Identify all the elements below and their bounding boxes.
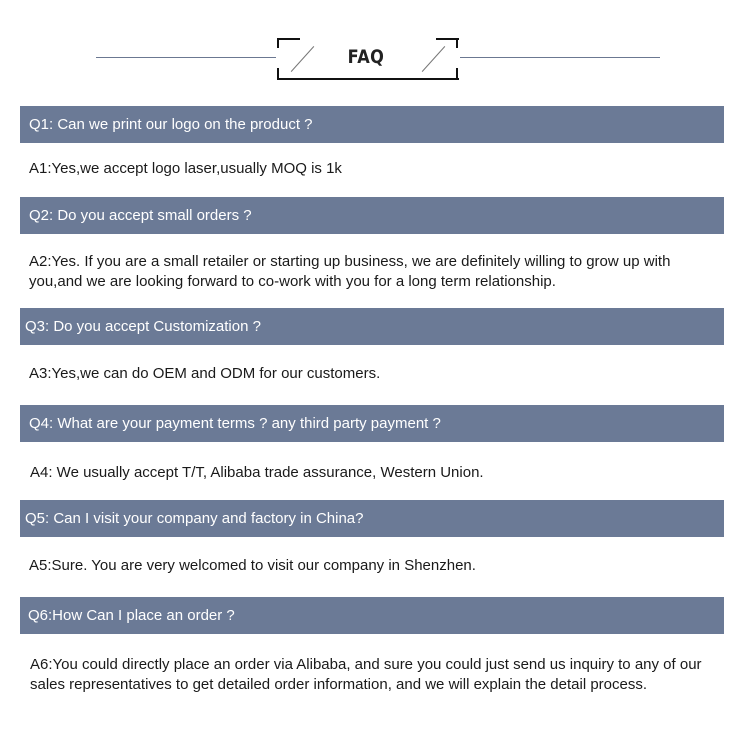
faq-question-6: Q6:How Can I place an order ? xyxy=(20,597,724,634)
faq-answer-5: A5:Sure. You are very welcomed to visit our company in Shenzhen. xyxy=(29,557,476,574)
page-title: FAQ xyxy=(347,46,385,68)
faq-question-2: Q2: Do you accept small orders ? xyxy=(20,197,724,234)
faq-question-4: Q4: What are your payment terms ? any third party payment ? xyxy=(20,405,724,442)
title-frame-bottom-right xyxy=(456,68,458,80)
faq-answer-1: A1:Yes,we accept logo laser,usually MOQ is 1k xyxy=(29,160,342,177)
faq-answer-3: A3:Yes,we can do OEM and ODM for our customers. xyxy=(29,365,381,382)
faq-answer-2: A2:Yes. If you are a small retailer or starting up business, we are definitely willing to grow up with you,and we are looking forward to co-work with you for a long term relationship. xyxy=(29,253,671,290)
header-rule-right xyxy=(458,57,660,58)
faq-question-1: Q1: Can we print our logo on the product ? xyxy=(20,106,724,143)
faq-answer-6: A6:You could directly place an order via Alibaba, and sure you could just send us inquiry to any of our sales representatives to get detailed order information, and we will explain the detail process. xyxy=(30,656,702,693)
faq-answer-4: A4: We usually accept T/T, Alibaba trade assurance, Western Union. xyxy=(30,464,484,481)
faq-header xyxy=(0,0,750,90)
faq-question-3: Q3: Do you accept Customization ? xyxy=(20,308,724,345)
faq-question-5: Q5: Can I visit your company and factory in China? xyxy=(20,500,724,537)
header-rule-left xyxy=(96,57,278,58)
